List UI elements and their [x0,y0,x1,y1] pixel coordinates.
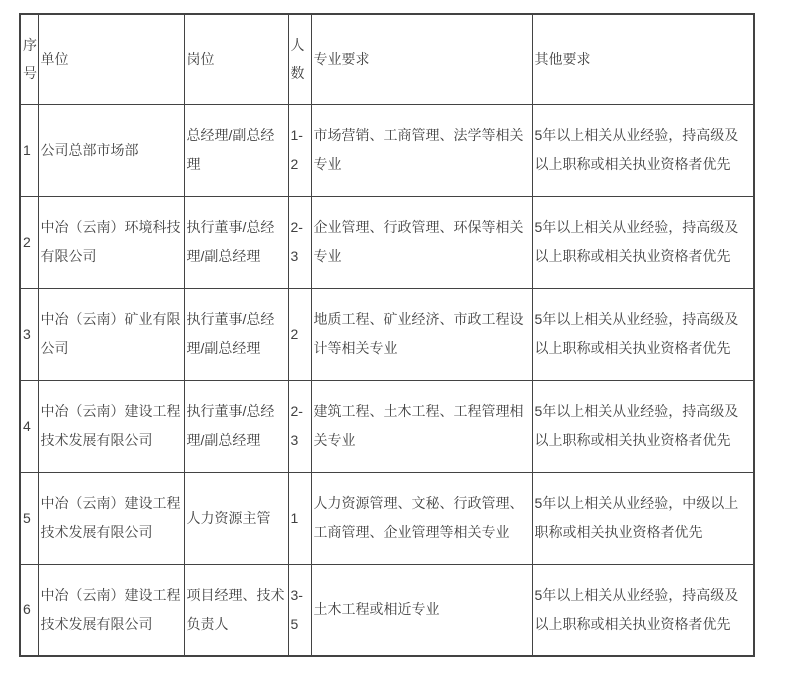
cell-position: 执行董事/总经理/副总经理 [184,380,288,472]
cell-index: 2 [20,196,38,288]
col-header-count: 人数 [288,14,311,104]
cell-index: 1 [20,104,38,196]
cell-other: 5年以上相关从业经验，持高级及以上职称或相关执业资格者优先 [532,380,754,472]
cell-position: 执行董事/总经理/副总经理 [184,288,288,380]
cell-index: 4 [20,380,38,472]
cell-major: 人力资源管理、文秘、行政管理、工商管理、企业管理等相关专业 [311,472,532,564]
cell-position: 总经理/副总经理 [184,104,288,196]
table-row [20,380,754,472]
cell-major: 企业管理、行政管理、环保等相关专业 [311,196,532,288]
col-header-major: 专业要求 [311,14,532,104]
cell-major: 建筑工程、土木工程、工程管理相关专业 [311,380,532,472]
col-header-other: 其他要求 [532,14,754,104]
cell-other: 5年以上相关从业经验，持高级及以上职称或相关执业资格者优先 [532,104,754,196]
cell-index: 5 [20,472,38,564]
table-row [20,564,754,656]
cell-unit: 中冶（云南）环境科技有限公司 [38,196,184,288]
cell-count: 2-3 [288,196,311,288]
table-row [20,472,754,564]
col-header-index: 序号 [20,14,38,104]
table-row [20,196,754,288]
cell-other: 5年以上相关从业经验，中级以上职称或相关执业资格者优先 [532,472,754,564]
cell-position: 执行董事/总经理/副总经理 [184,196,288,288]
header-row [20,14,754,104]
col-header-unit: 单位 [38,14,184,104]
cell-count: 1 [288,472,311,564]
cell-unit: 中冶（云南）建设工程技术发展有限公司 [38,472,184,564]
cell-count: 1-2 [288,104,311,196]
cell-count: 2-3 [288,380,311,472]
cell-other: 5年以上相关从业经验，持高级及以上职称或相关执业资格者优先 [532,564,754,656]
cell-position: 人力资源主管 [184,472,288,564]
cell-index: 6 [20,564,38,656]
table-row [20,104,754,196]
cell-count: 3-5 [288,564,311,656]
cell-major: 地质工程、矿业经济、市政工程设计等相关专业 [311,288,532,380]
cell-unit: 中冶（云南）矿业有限公司 [38,288,184,380]
cell-major: 土木工程或相近专业 [311,564,532,656]
cell-count: 2 [288,288,311,380]
table-body [20,104,754,656]
recruitment-table [19,13,755,657]
cell-other: 5年以上相关从业经验，持高级及以上职称或相关执业资格者优先 [532,196,754,288]
cell-unit: 中冶（云南）建设工程技术发展有限公司 [38,380,184,472]
cell-other: 5年以上相关从业经验，持高级及以上职称或相关执业资格者优先 [532,288,754,380]
cell-unit: 中冶（云南）建设工程技术发展有限公司 [38,564,184,656]
table-row [20,288,754,380]
table-header [20,14,754,104]
col-header-position: 岗位 [184,14,288,104]
cell-position: 项目经理、技术负责人 [184,564,288,656]
cell-index: 3 [20,288,38,380]
cell-unit: 公司总部市场部 [38,104,184,196]
cell-major: 市场营销、工商管理、法学等相关专业 [311,104,532,196]
